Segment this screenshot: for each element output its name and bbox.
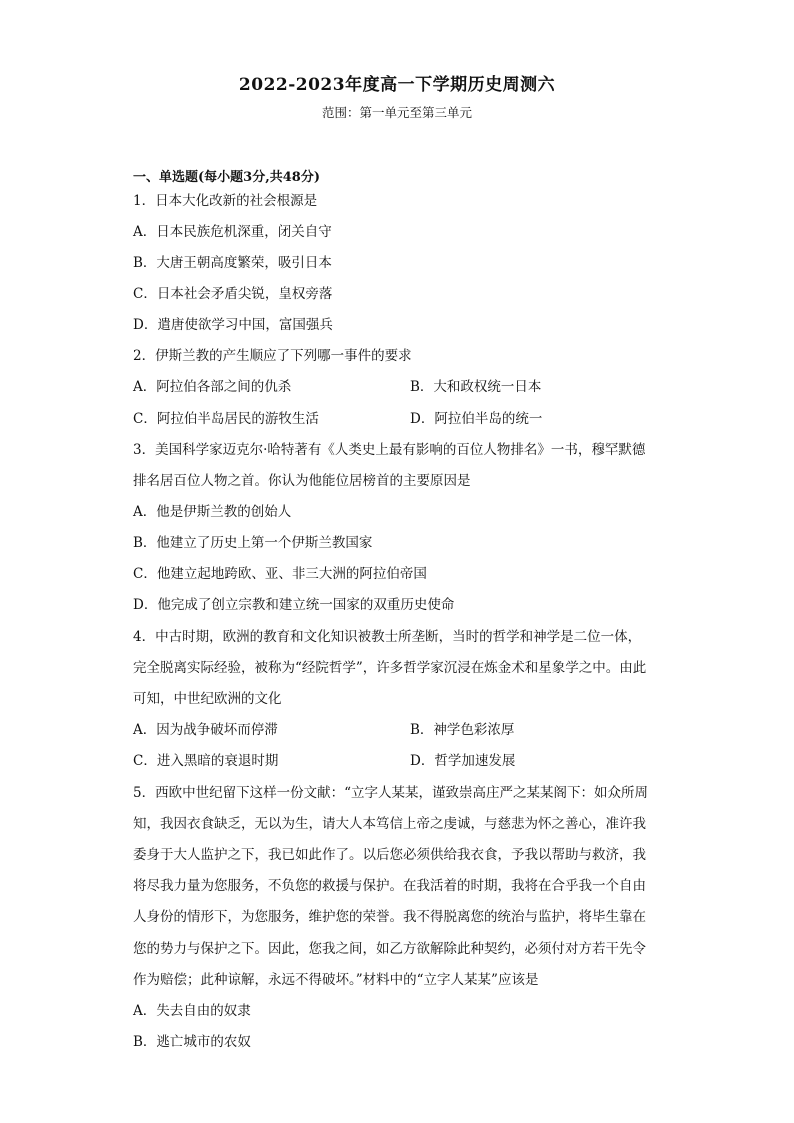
question-5-option-b[interactable]: B．逃亡城市的农奴 bbox=[133, 1034, 251, 1050]
question-4-option-c[interactable]: C．进入黑暗的衰退时期 bbox=[133, 753, 279, 769]
question-1-stem: 1．日本大化改新的社会根源是 bbox=[133, 193, 318, 209]
question-1-option-c[interactable]: C．日本社会矛盾尖锐，皇权旁落 bbox=[133, 286, 333, 302]
question-3-option-d[interactable]: D．他完成了创立宗教和建立统一国家的双重历史使命 bbox=[133, 597, 455, 613]
section-heading: 一、单选题(每小题3分,共48分) bbox=[133, 170, 320, 185]
question-3-stem-line-2: 排名居百位人物之首。你认为他能位居榜首的主要原因是 bbox=[133, 473, 471, 489]
question-3-option-b[interactable]: B．他建立了历史上第一个伊斯兰教国家 bbox=[133, 535, 373, 551]
question-1-option-a[interactable]: A．日本民族危机深重，闭关自守 bbox=[133, 224, 332, 240]
question-5-option-a[interactable]: A．失去自由的奴隶 bbox=[133, 1003, 251, 1019]
question-3-stem-line-1: 3．美国科学家迈克尔·哈特著有《人类史上最有影响的百位人物排名》一书，穆罕默德 bbox=[133, 442, 646, 458]
question-5-stem-line-4: 将尽我力量为您服务，不负您的救援与保护。在我活着的时期，我将在合乎我一个自由 bbox=[133, 878, 646, 894]
question-2-option-d[interactable]: D．阿拉伯半岛的统一 bbox=[410, 411, 543, 427]
question-2-stem: 2．伊斯兰教的产生顺应了下列哪一事件的要求 bbox=[133, 348, 412, 364]
question-2-option-b[interactable]: B．大和政权统一日本 bbox=[410, 379, 542, 395]
question-5-stem-line-1: 5．西欧中世纪留下这样一份文献：“立字人某某，谨致崇高庄严之某某阁下：如众所周 bbox=[133, 785, 648, 801]
question-4-stem-line-2: 完全脱离实际经验，被称为“经院哲学”，许多哲学家沉浸在炼金术和星象学之中。由此 bbox=[133, 660, 647, 676]
page-subtitle: 范围：第一单元至第三单元 bbox=[321, 105, 472, 120]
question-5-stem-line-6: 您的势力与保护之下。因此，您我之间，如乙方欲解除此种契约，必须付对方若干先令 bbox=[133, 941, 646, 957]
question-4-option-a[interactable]: A．因为战争破坏而停滞 bbox=[133, 722, 278, 738]
question-3-option-c[interactable]: C．他建立起地跨欧、亚、非三大洲的阿拉伯帝国 bbox=[133, 566, 427, 582]
page-title: 2022-2023年度高一下学期历史周测六 bbox=[238, 75, 556, 95]
question-5-stem-line-3: 委身于大人监护之下，我已如此作了。以后您必须供给我衣食，予我以帮助与救济，我 bbox=[133, 847, 646, 863]
question-4-option-b[interactable]: B．神学色彩浓厚 bbox=[410, 722, 515, 738]
question-1-option-d[interactable]: D．遣唐使欲学习中国，富国强兵 bbox=[133, 317, 333, 333]
question-5-stem-line-5: 人身份的情形下，为您服务，维护您的荣誉。我不得脱离您的统治与监护，将毕生靠在 bbox=[133, 909, 646, 925]
question-4-stem-line-3: 可知，中世纪欧洲的文化 bbox=[133, 691, 282, 707]
question-4-option-d[interactable]: D．哲学加速发展 bbox=[410, 753, 516, 769]
question-1-option-b[interactable]: B．大唐王朝高度繁荣，吸引日本 bbox=[133, 255, 332, 271]
question-4-stem-line-1: 4．中古时期，欧洲的教育和文化知识被教士所垄断，当时的哲学和神学是二位一体， bbox=[133, 629, 642, 645]
question-5-stem-line-7: 作为赔偿；此种谅解，永远不得破坏。”材料中的“立字人某某”应该是 bbox=[133, 972, 539, 988]
question-3-option-a[interactable]: A．他是伊斯兰教的创始人 bbox=[133, 504, 292, 520]
question-5-stem-line-2: 知，我因衣食缺乏，无以为生，请大人本笃信上帝之虔诚，与慈悲为怀之善心，准许我 bbox=[133, 816, 646, 832]
question-2-option-a[interactable]: A．阿拉伯各部之间的仇杀 bbox=[133, 379, 292, 395]
question-2-option-c[interactable]: C．阿拉伯半岛居民的游牧生活 bbox=[133, 411, 319, 427]
